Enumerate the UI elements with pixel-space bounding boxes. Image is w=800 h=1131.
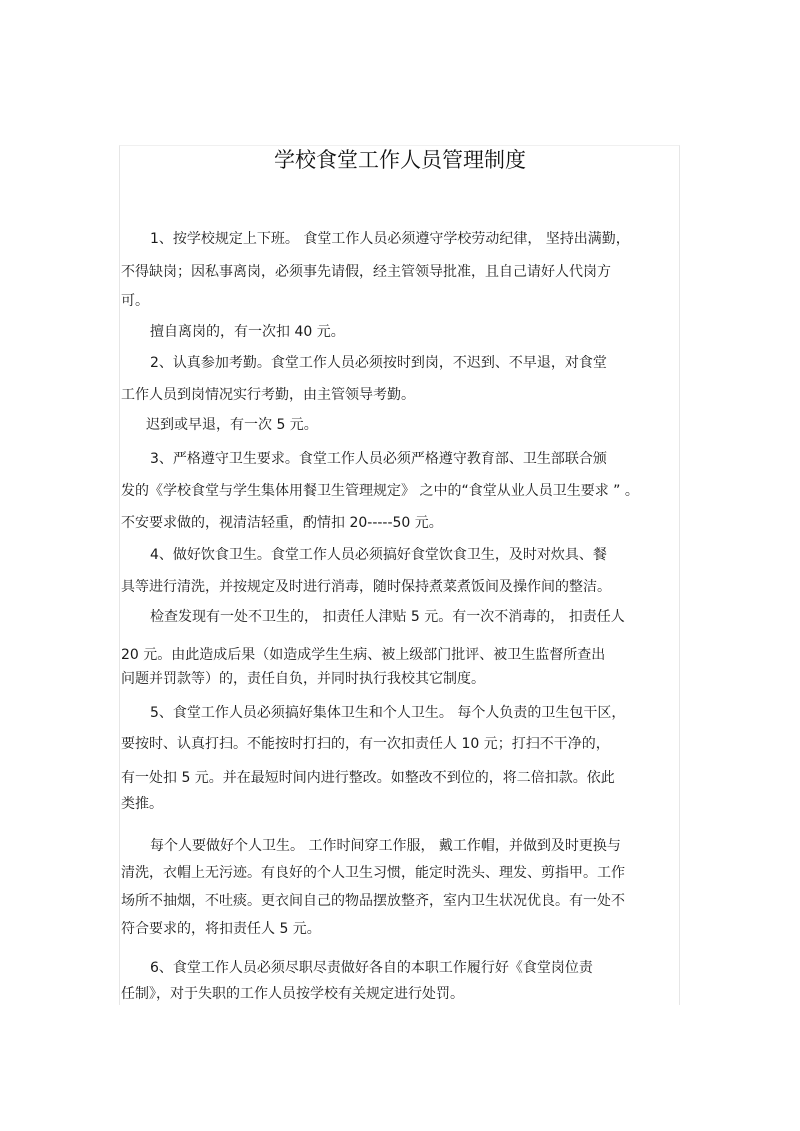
text-line: 工作人员到岗情况实行考勤，由主管领导考勤。	[121, 387, 415, 403]
text-line: 检查发现有一处不卫生的， 扣责任人津贴 5 元。有一次不消毒的， 扣责任人	[150, 609, 625, 625]
text-line: 具等进行清洗，并按规定及时进行消毒，随时保持煮菜煮饭间及操作间的整洁。	[121, 579, 611, 595]
text-line: 3、严格遵守卫生要求。食堂工作人员必须严格遵守教育部、卫生部联合颁	[150, 451, 607, 467]
text-line: 擅自离岗的，有一次扣 40 元。	[150, 324, 345, 340]
text-line: 场所不抽烟，不吐痰。更衣间自己的物品摆放整齐，室内卫生状况优良。有一处不	[121, 893, 625, 909]
text-line: 2、认真参加考勤。食堂工作人员必须按时到岗，不迟到、不早退，对食堂	[150, 355, 607, 371]
text-line: 每个人要做好个人卫生。 工作时间穿工作服， 戴工作帽，并做到及时更换与	[150, 838, 621, 854]
text-line: 清洗，衣帽上无污迹。有良好的个人卫生习惯，能定时洗头、理发、剪指甲。工作	[121, 865, 625, 881]
text-line: 发的《学校食堂与学生集体用餐卫生管理规定》 之中的“食堂从业人员卫生要求 ” 。	[121, 483, 639, 499]
text-line: 6、食堂工作人员必须尽职尽责做好各自的本职工作履行好《食堂岗位责	[150, 960, 593, 976]
text-line: 有一处扣 5 元。并在最短时间内进行整改。如整改不到位的，将二倍扣款。依此	[121, 770, 615, 786]
text-line: 要按时、认真打扫。不能按时打扫的，有一次扣责任人 10 元；打扫不干净的，	[121, 736, 610, 752]
text-line: 迟到或早退，有一次 5 元。	[146, 417, 318, 433]
text-line: 任制》，对于失职的工作人员按学校有关规定进行处罚。	[121, 986, 464, 1002]
text-line: 不安要求做的，视清洁轻重，酌情扣 20-----50 元。	[121, 515, 443, 531]
document-title: 学校食堂工作人员管理制度	[274, 148, 526, 172]
text-line: 1、按学校规定上下班。 食堂工作人员必须遵守学校劳动纪律， 坚持出满勤，	[150, 231, 630, 247]
text-line: 5、食堂工作人员必须搞好集体卫生和个人卫生。 每个人负责的卫生包干区，	[150, 705, 626, 721]
text-line: 类推。	[121, 796, 163, 812]
text-line: 不得缺岗；因私事离岗，必须事先请假，经主管领导批准，且自己请好人代岗方	[121, 264, 611, 280]
text-line: 20 元。由此造成后果（如造成学生生病、被上级部门批评、被卫生监督所查出	[121, 647, 606, 663]
text-line: 问题并罚款等）的，责任自负，并同时执行我校其它制度。	[121, 671, 485, 687]
text-line: 符合要求的，将扣责任人 5 元。	[121, 921, 321, 937]
text-line: 4、做好饮食卫生。食堂工作人员必须搞好食堂饮食卫生，及时对炊具、餐	[150, 547, 607, 563]
text-line: 可。	[121, 293, 149, 309]
